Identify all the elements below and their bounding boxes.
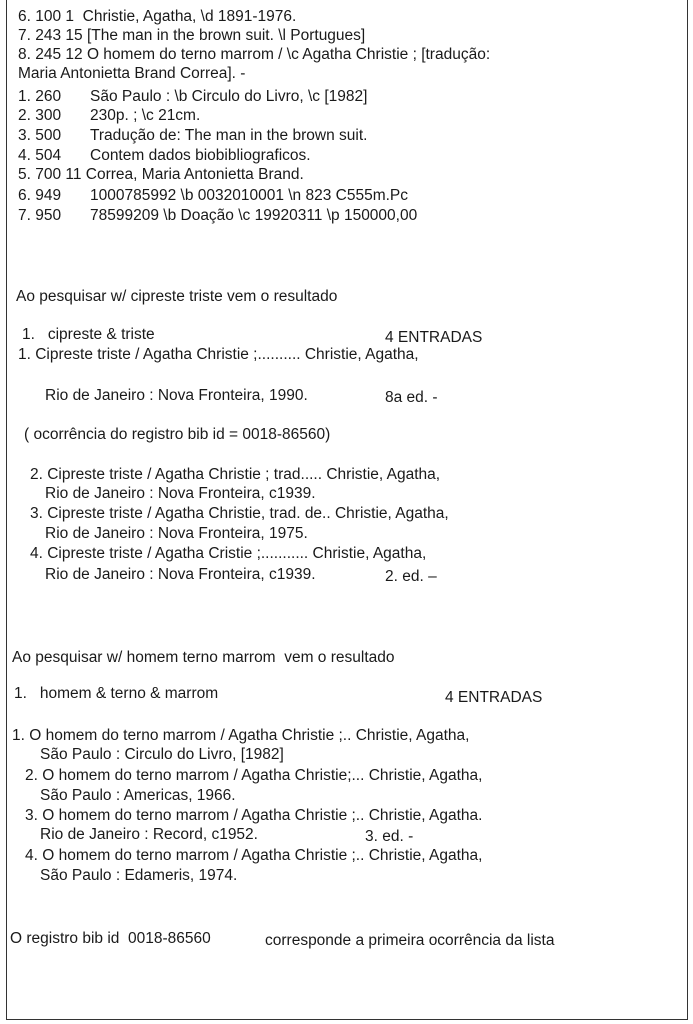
field-tag: 2. 300	[18, 107, 62, 124]
search2-intro: Ao pesquisar w/ homem terno marrom vem o resultado	[12, 649, 395, 666]
search1-note: ( ocorrência do registro bib id = 0018-86560)	[24, 426, 331, 443]
search1-result2-imprint: Rio de Janeiro : Nova Fronteira, c1939.	[45, 485, 316, 502]
field-tag: 1. 260	[18, 88, 62, 105]
field-value: 78599209 \b Doação \c 19920311 \p 150000,00	[90, 207, 418, 224]
field-value: 230p. ; \c 21cm.	[90, 107, 201, 124]
field-value: 1000785992 \b 0032010001 \n 823 C555m.Pc	[90, 187, 409, 204]
field-tag: 6. 949	[18, 187, 62, 204]
search1-result1-title: 1. Cipreste triste / Agatha Christie ;.......... Christie, Agatha,	[18, 346, 419, 363]
field-value: Contem dados biobibliograficos.	[90, 147, 311, 164]
marc-line-245: 8. 245 12 O homem do terno marrom / \c Agatha Christie ; [tradução:	[18, 46, 491, 63]
search2-result3-imprint: Rio de Janeiro : Record, c1952.	[40, 826, 258, 843]
search1-result3-imprint: Rio de Janeiro : Nova Fronteira, 1975.	[45, 525, 308, 542]
search1-query: 1. cipreste & triste	[22, 326, 155, 343]
search1-result1-edition: 8a ed. -	[385, 389, 438, 406]
search2-result3-edition: 3. ed. -	[365, 828, 414, 845]
marc-line-245-cont: Maria Antonietta Brand Correa]. -	[18, 65, 246, 82]
search1-result2-title: 2. Cipreste triste / Agatha Christie ; trad..... Christie, Agatha,	[30, 466, 441, 483]
field-tag: 5. 700 11 Correa, Maria Antonietta Brand.	[18, 166, 304, 183]
field-tag: 4. 504	[18, 147, 62, 164]
search2-count: 4 ENTRADAS	[445, 689, 543, 706]
field-value: São Paulo : \b Circulo do Livro, \c [1982]	[90, 88, 368, 105]
search1-result4-edition: 2. ed. –	[385, 568, 437, 585]
conclusion-text: corresponde a primeira ocorrência da lista	[265, 932, 555, 949]
search2-result4-title: 4. O homem do terno marrom / Agatha Christie ;.. Christie, Agatha,	[25, 847, 483, 864]
field-value: Tradução de: The man in the brown suit.	[90, 127, 368, 144]
search2-result1-imprint: São Paulo : Circulo do Livro, [1982]	[40, 746, 284, 763]
marc-line-100: 6. 100 1 Christie, Agatha, \d 1891-1976.	[18, 8, 297, 25]
search2-result4-imprint: São Paulo : Edameris, 1974.	[40, 867, 238, 884]
search2-result2-title: 2. O homem do terno marrom / Agatha Christie;... Christie, Agatha,	[25, 767, 483, 784]
field-tag: 3. 500	[18, 127, 62, 144]
field-tag: 7. 950	[18, 207, 62, 224]
marc-line-243: 7. 243 15 [The man in the brown suit. \l Portugues]	[18, 27, 366, 44]
search2-result2-imprint: São Paulo : Americas, 1966.	[40, 787, 236, 804]
search1-result3-title: 3. Cipreste triste / Agatha Christie, trad. de.. Christie, Agatha,	[30, 505, 449, 522]
conclusion-record-id: O registro bib id 0018-86560	[10, 930, 211, 947]
search1-intro: Ao pesquisar w/ cipreste triste vem o resultado	[16, 288, 338, 305]
search2-result3-title: 3. O homem do terno marrom / Agatha Christie ;.. Christie, Agatha.	[25, 807, 483, 824]
search1-result1-imprint: Rio de Janeiro : Nova Fronteira, 1990.	[45, 387, 308, 404]
search2-query: 1. homem & terno & marrom	[14, 685, 219, 702]
search1-count: 4 ENTRADAS	[385, 329, 483, 346]
search1-result4-title: 4. Cipreste triste / Agatha Cristie ;........... Christie, Agatha,	[30, 545, 427, 562]
search2-result1-title: 1. O homem do terno marrom / Agatha Christie ;.. Christie, Agatha,	[12, 727, 470, 744]
search1-result4-imprint: Rio de Janeiro : Nova Fronteira, c1939.	[45, 566, 316, 583]
